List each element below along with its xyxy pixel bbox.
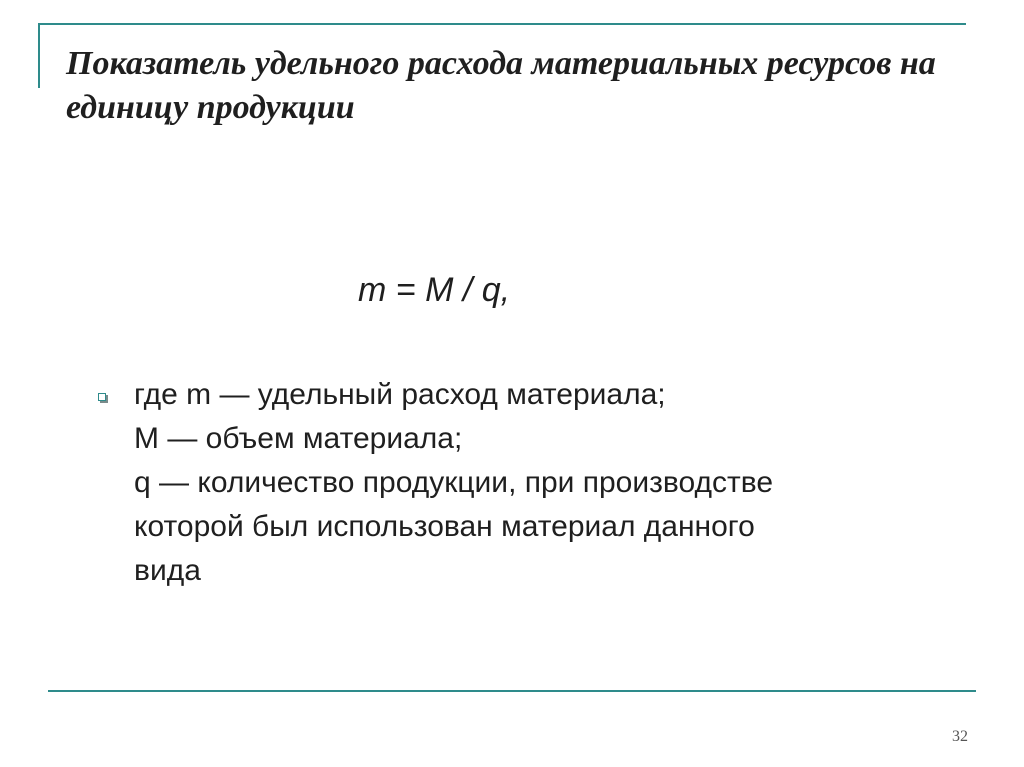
left-accent-line xyxy=(38,23,40,88)
square-bullet-icon xyxy=(98,393,106,401)
definition-line: вида xyxy=(134,554,201,587)
bottom-divider-line xyxy=(48,690,976,692)
definition-line: М — объем материала; xyxy=(134,422,463,455)
formula: m = M / q, xyxy=(358,271,511,309)
definition-line: q — количество продукции, при производстве xyxy=(134,466,774,499)
definitions-block xyxy=(134,373,954,593)
page-number: 32 xyxy=(952,728,968,745)
definition-line: где m — удельный расход материала; xyxy=(134,378,666,411)
definition-line: которой был использован материал данного xyxy=(134,510,755,543)
top-divider-line xyxy=(38,23,966,25)
slide-title: Показатель удельного расхода материальных ресурсов на единицу продукции xyxy=(66,45,936,126)
